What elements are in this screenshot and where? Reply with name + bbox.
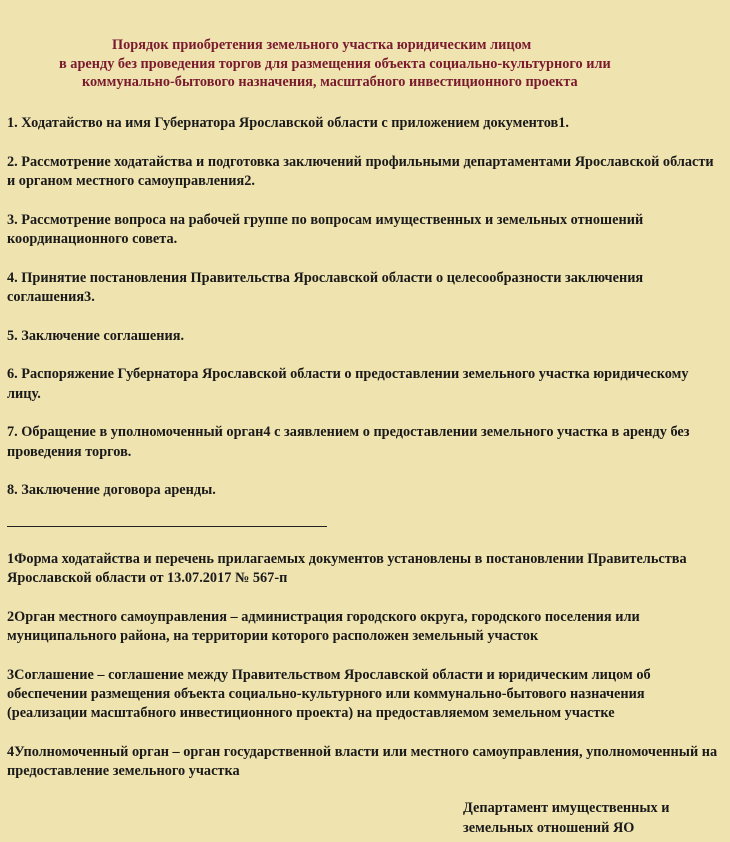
- signature-block: [463, 799, 670, 838]
- title-line-3: коммунально-бытового назначения, масштабного инвестиционного проекта: [82, 74, 578, 90]
- step-7: 7. Обращение в уполномоченный орган4 с заявлением о предоставлении земельного участка в аренду без проведения торгов.: [7, 424, 690, 460]
- signature-line-2: земельных отношений ЯО: [463, 819, 635, 836]
- footnotes: [7, 550, 723, 782]
- footnote-2: 2Орган местного самоуправления – администрация городского округа, городского поселения или муниципального района, на территории которого расположен земельный участок: [7, 608, 640, 645]
- document-title: [0, 36, 730, 92]
- footnote-4: 4Уполномоченный орган – орган государственной власти или местного самоуправления, уполномоченный на предоставление земельного участка: [7, 743, 718, 780]
- step-6: 6. Распоряжение Губернатора Ярославской области о предоставлении земельного участка юридическому лицу.: [7, 366, 689, 402]
- step-4: 4. Принятие постановления Правительства Ярославской области о целесообразности заключения соглашения3.: [7, 269, 644, 305]
- title-line-2: в аренду без проведения торгов для размещения объекта социально-культурного или: [59, 55, 611, 72]
- step-8: 8. Заключение договора аренды.: [7, 482, 216, 498]
- step-2: 2. Рассмотрение ходатайства и подготовка заключений профильными департаментами Ярославской области и органом местного самоуправления2.: [7, 153, 714, 189]
- step-1: 1. Ходатайство на имя Губернатора Ярославской области с приложением документов1.: [7, 115, 569, 131]
- footnote-3: 3Соглашение – соглашение между Правительством Ярославской области и юридическим лицом об обеспечении размещения объекта социально-культурного или коммунально-бытового назначения (реализации масштабного инвестиционного проекта) на предоставляемом земельном участке: [7, 666, 651, 722]
- footnote-1: 1Форма ходатайства и перечень прилагаемых документов установлены в постановлении Правительства Ярославской области от 13.07.2017 № 567-п: [7, 551, 687, 587]
- step-5: 5. Заключение соглашения.: [7, 327, 185, 344]
- procedure-steps: [7, 114, 723, 501]
- title-line-1: Порядок приобретения земельного участка юридическим лицом: [112, 37, 532, 53]
- signature-line-1: Департамент имущественных и: [463, 800, 670, 816]
- footnote-divider: [7, 526, 327, 527]
- step-3: 3. Рассмотрение вопроса на рабочей группе по вопросам имущественных и земельных отношений координационного совета.: [7, 211, 644, 247]
